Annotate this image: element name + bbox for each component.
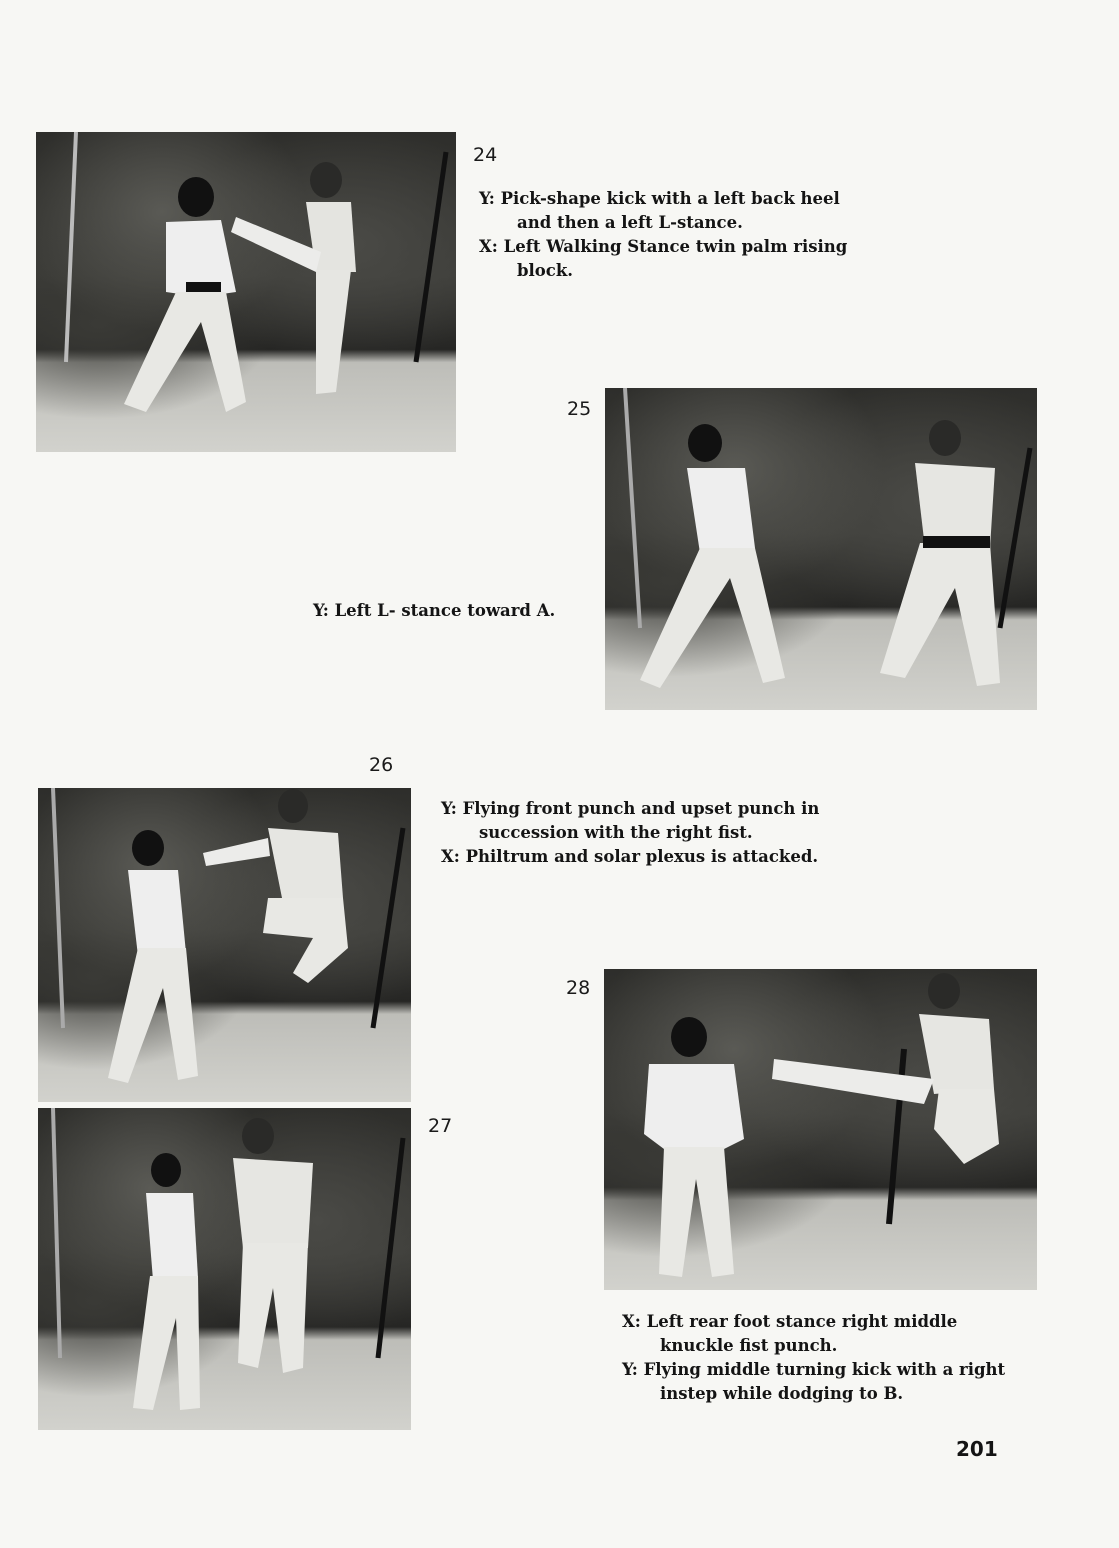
caption-figure-24 [479, 187, 847, 283]
photo-figure-24 [36, 132, 456, 452]
caption-line: X: Left Walking Stance twin palm rising [479, 237, 848, 256]
caption-line: knuckle fist punch. [660, 1336, 838, 1355]
caption-line: Y: Pick-shape kick with a left back heel [479, 189, 840, 208]
caption-line: Y: Flying front punch and upset punch in [441, 799, 820, 818]
figure-number-27: 27 [428, 1115, 453, 1137]
figure-number-26: 26 [369, 754, 394, 776]
page-number: 201 [956, 1437, 998, 1461]
photo-figure-28 [604, 969, 1037, 1290]
caption-line: and then a left L-stance. [517, 213, 743, 232]
figure-number-25: 25 [567, 398, 592, 420]
figure-number-28: 28 [566, 977, 591, 999]
caption-figure-26 [441, 797, 819, 869]
caption-line: Y: Flying middle turning kick with a right [622, 1360, 1006, 1379]
figure-number-24: 24 [473, 144, 498, 166]
photo-figure-26 [38, 788, 411, 1102]
caption-line: instep while dodging to B. [660, 1384, 904, 1403]
caption-line: succession with the right fist. [479, 823, 753, 842]
photo-figure-27 [38, 1108, 411, 1430]
caption-figure-25 [313, 599, 555, 623]
photo-figure-25 [605, 388, 1037, 710]
caption-line: block. [517, 261, 574, 280]
caption-line: X: Left rear foot stance right middle [622, 1312, 958, 1331]
caption-figure-28 [622, 1310, 1005, 1406]
caption-line: Y: Left L- stance toward A. [313, 601, 556, 620]
caption-line: X: Philtrum and solar plexus is attacked. [441, 847, 819, 866]
